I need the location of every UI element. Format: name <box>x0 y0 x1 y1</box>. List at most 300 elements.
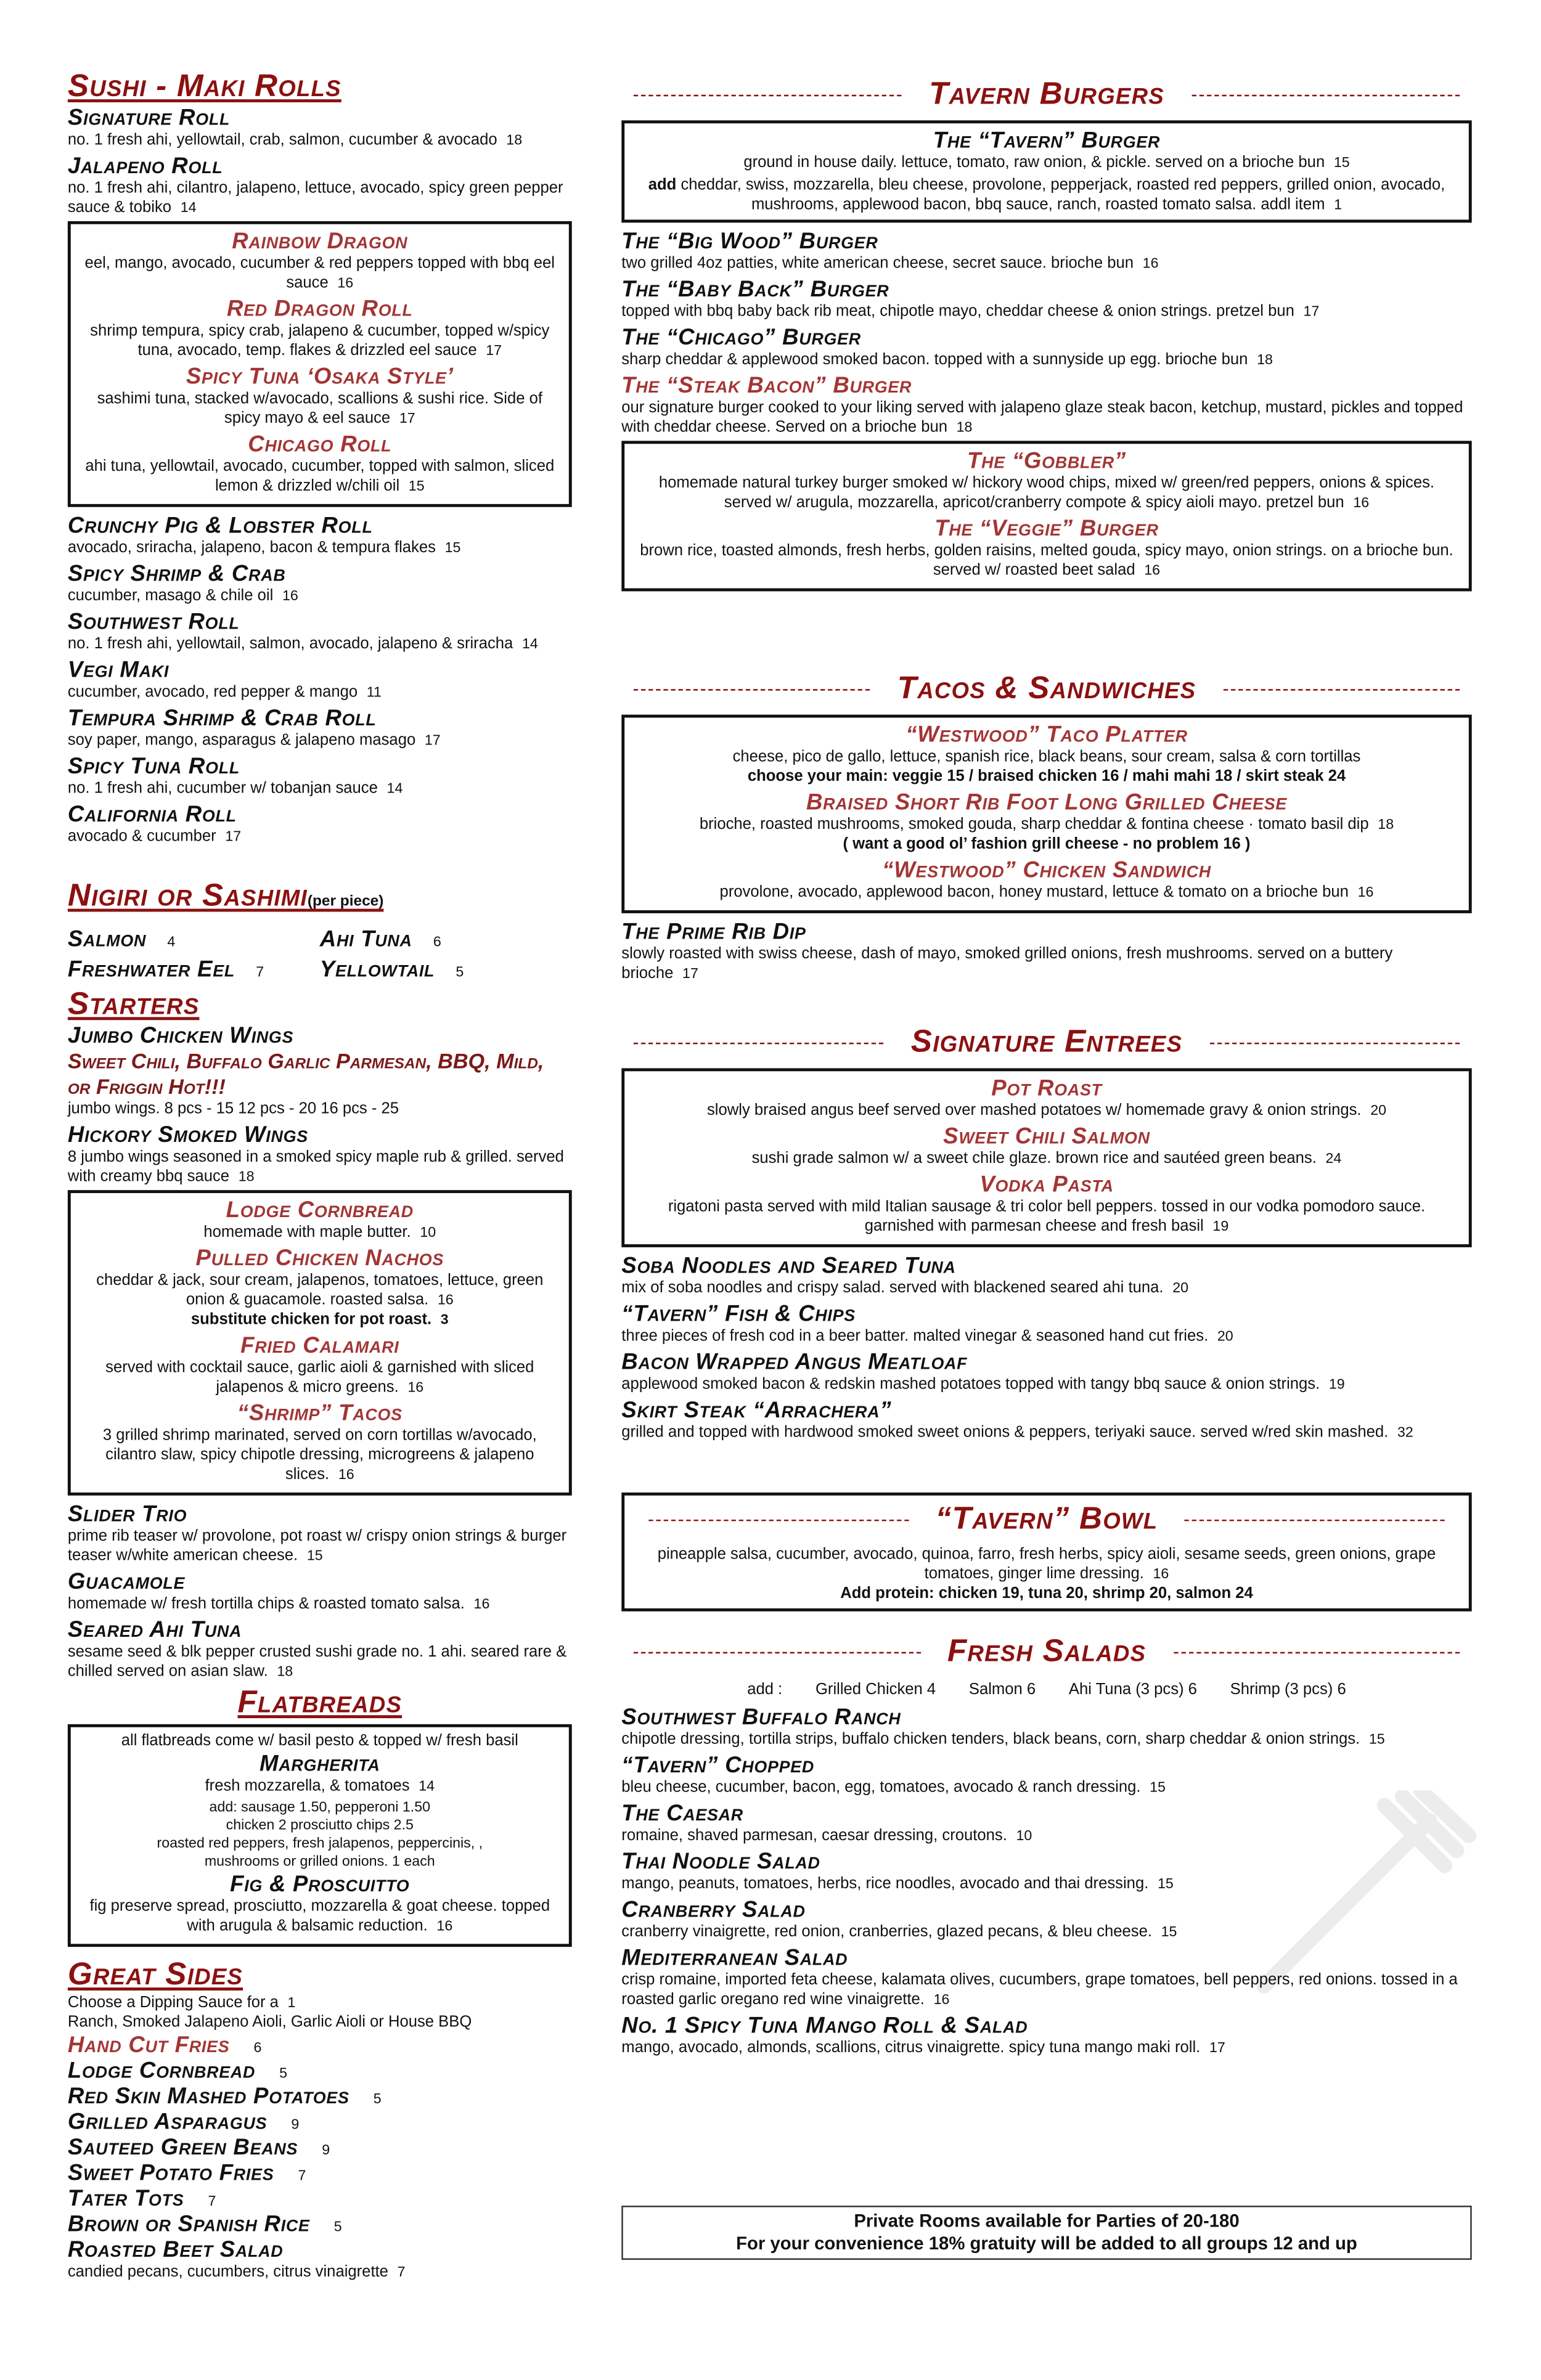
item-name: Sweet Chili Salmon <box>943 1123 1150 1150</box>
item-description <box>83 1897 557 1936</box>
item-description-text: brioche, roasted mushrooms, smoked gouda, sharp cheddar & fontina cheese · tomato basil dip <box>699 815 1369 834</box>
item-price: 17 <box>1303 304 1320 321</box>
item-name: Southwest Roll <box>67 609 240 635</box>
item-description-text: romaine, shaved parmesan, caesar dressing, croutons. <box>621 1826 1007 1845</box>
item-description-text: sashimi tuna, stacked w/avocado, scallions & sushi rice. Side of spicy mayo & eel sauce <box>97 389 543 428</box>
item-description <box>68 1643 572 1682</box>
item-description <box>313 2141 330 2161</box>
menu-item-southwest-roll <box>68 609 572 654</box>
item-price: 7 <box>397 2264 406 2281</box>
note <box>83 1732 557 1751</box>
menu-section <box>621 1023 1471 1490</box>
menu-item-westwood-chicken-sandwich <box>637 858 1457 903</box>
item-description <box>621 399 1471 438</box>
note <box>637 176 1457 215</box>
item-description-text: no. 1 fresh ahi, yellowtail, salmon, avocado, jalapeno & sriracha <box>67 635 513 653</box>
item-price: 24 <box>1325 1151 1342 1168</box>
menu-item-spicy-tuna-roll <box>68 754 572 799</box>
featured-box <box>621 1068 1471 1247</box>
item-description <box>199 2192 216 2212</box>
item-price: 16 <box>1357 884 1374 902</box>
item-description-text: mango, peanuts, tomatoes, herbs, rice noodles, avocado and thai dressing. <box>621 1874 1149 1893</box>
item-description <box>637 748 1457 767</box>
item-name: Guacamole <box>67 1569 186 1595</box>
divider-dashes <box>1173 1651 1460 1652</box>
menu-item-bacon-wrapped-angus-meatloaf <box>621 1350 1471 1395</box>
item-name: Mediterranean Salad <box>621 1945 848 1971</box>
item-name: No. 1 Spicy Tuna Mango Roll & Salad <box>621 2013 1028 2039</box>
item-description-text: shrimp tempura, spicy crab, jalapeno & cucumber, topped w/spicy tuna, avocado, temp. flakes & drizzled eel sauce <box>90 322 550 360</box>
item-price: 20 <box>1172 1280 1189 1297</box>
section-suffix: (per piece) <box>307 894 384 911</box>
menu-item-tater-tots <box>68 2186 572 2212</box>
item-extra <box>637 767 1457 787</box>
item-description <box>68 683 572 703</box>
featured-box <box>621 1493 1471 1612</box>
divider-dashes <box>634 1651 920 1652</box>
divider-dashes <box>1223 688 1460 690</box>
section-title: Tavern Burgers <box>929 76 1164 112</box>
item-price: 10 <box>1016 1828 1032 1845</box>
item-name: “Tavern” Chopped <box>621 1753 815 1779</box>
item-price: 7 <box>256 964 264 981</box>
section-title: Fresh Salads <box>947 1634 1147 1669</box>
item-price: 14 <box>419 1778 435 1795</box>
menu-item-mediterranean-salad <box>621 1946 1471 2010</box>
menu-section <box>68 1957 572 2282</box>
item-extra-text: ( want a good ol’ fashion grill cheese - no problem 16 ) <box>843 834 1251 854</box>
item-price: 15 <box>1150 1780 1166 1797</box>
note-price: 16 <box>1153 1566 1169 1583</box>
menu-item-the-tavern-burger <box>637 128 1457 173</box>
item-name: Hickory Smoked Wings <box>67 1122 308 1148</box>
item-description-text: no. 1 fresh ahi, yellowtail, crab, salmon, cucumber & avocado <box>67 131 497 149</box>
menu-item-lodge-cornbread <box>83 1197 557 1242</box>
item-description <box>637 1101 1457 1121</box>
section-title: Nigiri or Sashimi <box>67 878 308 913</box>
item-price: 6 <box>253 2040 262 2057</box>
menu-section <box>68 879 572 987</box>
item-name: Red Dragon Roll <box>226 296 413 322</box>
menu-item-grilled-asparagus <box>68 2109 572 2135</box>
featured-box <box>621 441 1471 591</box>
item-description-text: avocado, sriracha, jalapeno, bacon & tempura flakes <box>67 539 436 557</box>
item-name: Freshwater Eel <box>67 956 235 983</box>
item-name: The “Big Wood” Burger <box>621 229 878 255</box>
item-price: 32 <box>1397 1425 1413 1441</box>
item-description <box>621 1827 1471 1846</box>
item-price: 15 <box>1333 155 1350 172</box>
item-name: Margherita <box>260 1751 380 1777</box>
item-price: 16 <box>282 588 298 605</box>
item-description-text: jumbo wings. 8 pcs - 15 12 pcs - 20 16 pcs - 25 <box>67 1099 399 1118</box>
note-text: roasted red peppers, fresh jalapenos, peppercinis, , <box>157 1835 483 1852</box>
private-rooms-notice <box>621 2206 1471 2260</box>
item-description-text: fresh mozzarella, & tomatoes <box>205 1777 410 1795</box>
featured-box <box>68 221 572 507</box>
menu-section <box>621 1493 1471 1632</box>
item-price: 18 <box>956 420 973 437</box>
add-on-option: Shrimp (3 pcs) 6 <box>1230 1681 1346 1699</box>
menu-item-tempura-shrimp-crab-roll <box>68 706 572 751</box>
item-price: 14 <box>521 636 538 653</box>
item-name: Roasted Beet Salad <box>67 2237 284 2263</box>
item-name: Lodge Cornbread <box>226 1197 414 1223</box>
notice-line: For your convenience 18% gratuity will be added to all groups 12 and up <box>736 2233 1357 2254</box>
menu-item-fig-proscuitto <box>83 1872 557 1936</box>
item-description <box>637 153 1457 173</box>
item-name: California Roll <box>67 802 237 828</box>
item-description <box>68 539 572 558</box>
item-name: The “Chicago” Burger <box>621 325 861 351</box>
menu-item-the-caesar <box>621 1801 1471 1846</box>
item-description <box>621 1923 1471 1942</box>
menu-item-chicago-roll <box>83 432 557 497</box>
item-description-text: no. 1 fresh ahi, cucumber w/ tobanjan sauce <box>67 779 378 797</box>
item-name: Braised Short Rib Foot Long Grilled Cheese <box>806 789 1288 816</box>
item-description-text: homemade natural turkey burger smoked w/ hickory wood chips, mixed w/ green/red peppers, onions & spices. served w/ arugula, mozzarella, apricot/cranberry compote & spicy aioli mayo. pretzel bun <box>658 474 1435 512</box>
menu-item-lodge-cornbread <box>68 2058 572 2084</box>
item-price: 6 <box>433 934 441 951</box>
item-name: Sweet Potato Fries <box>67 2160 274 2186</box>
item-price: 17 <box>424 732 441 749</box>
menu-item-fried-calamari <box>83 1333 557 1398</box>
item-price: 15 <box>444 540 461 557</box>
item-name: Tater Tots <box>67 2186 184 2212</box>
menu-item-seared-ahi-tuna <box>68 1618 572 1682</box>
item-price: 15 <box>1157 1876 1174 1893</box>
section-title: Tacos & Sandwiches <box>897 670 1196 706</box>
item-name: The “Tavern” Burger <box>933 128 1161 154</box>
section-heading <box>68 987 572 1024</box>
item-description <box>83 1359 557 1398</box>
item-description <box>68 1100 572 1120</box>
menu-item-soba-noodles-and-seared-tuna <box>621 1253 1471 1298</box>
note <box>68 2013 572 2033</box>
item-description <box>621 1875 1471 1894</box>
item-description <box>621 1327 1471 1347</box>
add-on-option: Ahi Tuna (3 pcs) 6 <box>1068 1681 1197 1699</box>
item-price: 5 <box>373 2091 382 2108</box>
item-name: Chicago Roll <box>248 431 392 458</box>
item-price: 18 <box>277 1664 293 1681</box>
item-name: Yellowtail <box>319 956 435 983</box>
item-name: Ahi Tuna <box>319 926 412 953</box>
menu-item-guacamole <box>68 1569 572 1614</box>
item-description-text: cucumber, masago & chile oil <box>67 587 274 605</box>
item-description-text: 8 jumbo wings seasoned in a smoked spicy maple rub & grilled. served with creamy bbq sauce <box>67 1147 564 1186</box>
item-description-text: ahi tuna, yellowtail, avocado, cucumber, topped with salmon, sliced lemon & drizzled w/chili oil <box>85 457 555 495</box>
item-name: Red Skin Mashed Potatoes <box>67 2084 349 2109</box>
menu-item-signature-roll <box>68 105 572 150</box>
menu-item-the-baby-back-burger <box>621 277 1471 322</box>
menu-item-freshwater-eel <box>68 957 320 984</box>
menu-item-spicy-tuna-osaka-style <box>83 364 557 429</box>
item-description-text: no. 1 fresh ahi, cilantro, jalapeno, lettuce, avocado, spicy green pepper sauce & tobiko <box>67 179 563 217</box>
menu-item-tavern-fish-chips <box>621 1302 1471 1347</box>
item-name: Pot Roast <box>991 1075 1102 1102</box>
item-price: 5 <box>279 2066 288 2082</box>
item-price: 20 <box>1370 1102 1387 1120</box>
item-price: 19 <box>1212 1218 1229 1236</box>
item-description-text: our signature burger cooked to your liking served with jalapeno glaze steak bacon, ketchup, mustard, pickles and topped with cheddar cheese. Served on a brioche bun <box>621 398 1463 437</box>
item-price: 14 <box>386 781 403 797</box>
note <box>83 1836 557 1854</box>
menu-section <box>621 2206 1471 2260</box>
item-name: Slider Trio <box>67 1501 187 1528</box>
item-name: Fried Calamari <box>240 1333 399 1359</box>
item-name: “Tavern” Fish & Chips <box>621 1301 856 1327</box>
item-name: “Westwood” Taco Platter <box>905 722 1188 748</box>
section-title: Sushi - Maki Rolls <box>67 69 341 104</box>
item-description-text: 3 grilled shrimp marinated, served on corn tortillas w/avocado, cilantro slaw, spicy chipotle dressing, microgreens & jalapeno slices. <box>102 1426 537 1484</box>
menu-item-slider-trio <box>68 1502 572 1567</box>
item-description-text: ground in house daily. lettuce, tomato, raw onion, & pickle. served on a brioche bun <box>743 153 1325 172</box>
item-name: The “Gobbler” <box>967 448 1126 475</box>
menu-item-the-veggie-burger <box>637 516 1457 581</box>
item-description <box>621 1279 1471 1298</box>
section-heading <box>621 1632 1471 1671</box>
item-price: 17 <box>1209 2040 1225 2057</box>
menu-item-jumbo-chicken-wings <box>68 1023 572 1119</box>
item-name: Southwest Buffalo Ranch <box>621 1705 901 1730</box>
menu-item-shrimp-tacos <box>83 1401 557 1485</box>
item-description <box>68 828 572 847</box>
item-description <box>68 1595 572 1615</box>
item-price: 15 <box>306 1548 323 1565</box>
menu-item-california-roll <box>68 802 572 847</box>
menu-item-tavern-chopped <box>621 1753 1471 1798</box>
note <box>83 1854 557 1872</box>
section-heading <box>68 69 572 105</box>
item-price: 15 <box>1368 1732 1385 1748</box>
item-price: 18 <box>506 132 523 149</box>
note-text: mushrooms or grilled onions. 1 each <box>204 1853 435 1870</box>
item-name: Sauteed Green Beans <box>67 2135 298 2161</box>
item-description-text: fig preserve spread, prosciutto, mozzarella & goat cheese. topped with arugula & balsamic reduction. <box>89 1897 550 1935</box>
item-name: Signature Roll <box>67 105 231 131</box>
item-description-text: cranberry vinaigrette, red onion, cranberries, glazed pecans, & bleu cheese. <box>621 1923 1153 1941</box>
menu-item-margherita <box>83 1751 557 1796</box>
item-name: Fig & Proscuitto <box>230 1872 410 1897</box>
item-name: The “Steak Bacon” Burger <box>621 373 912 399</box>
menu-item-jalapeno-roll <box>68 153 572 218</box>
menu-item-yellowtail <box>320 957 572 984</box>
menu-item-sauteed-green-beans <box>68 2135 572 2161</box>
item-sauce-options: Sweet Chili, Buffalo Garlic Parmesan, BBQ, Mild, or Friggin Hot!!! <box>67 1048 544 1099</box>
item-description-text: topped with bbq baby back rib meat, chipotle mayo, cheddar cheese & onion strings. pretzel bun <box>621 302 1294 321</box>
item-description <box>637 1149 1457 1169</box>
item-name: Vegi Maki <box>67 657 170 683</box>
item-price: 9 <box>322 2142 330 2159</box>
item-description <box>83 255 557 293</box>
item-description <box>621 1375 1471 1395</box>
item-price: 16 <box>337 275 354 292</box>
item-price: 7 <box>208 2193 216 2211</box>
note <box>83 1799 557 1817</box>
item-name: “Westwood” Chicken Sandwich <box>882 857 1211 884</box>
section-heading <box>68 1685 572 1721</box>
featured-box <box>68 1190 572 1496</box>
menu-item-red-skin-mashed-potatoes <box>68 2084 572 2109</box>
item-name: Skirt Steak “Arrachera” <box>621 1398 892 1424</box>
section-title: Great Sides <box>67 1957 243 1992</box>
item-description <box>621 1779 1471 1798</box>
item-description <box>621 255 1471 274</box>
item-price: 5 <box>333 2219 342 2236</box>
item-description-text: homemade with maple butter. <box>203 1223 411 1242</box>
item-description-text: candied pecans, cucumbers, citrus vinaigrette <box>67 2262 388 2281</box>
divider-dashes <box>634 1042 884 1043</box>
item-description-text: served with cocktail sauce, garlic aioli & garnished with sliced jalapenos & micro greens. <box>105 1358 534 1396</box>
item-name: Vodka Pasta <box>979 1172 1114 1198</box>
section-heading <box>68 1957 572 1994</box>
item-price: 18 <box>1378 817 1394 834</box>
item-description-text: sharp cheddar & applewood smoked bacon. topped with a sunnyside up egg. brioche bun <box>621 350 1248 369</box>
menu-item-the-prime-rib-dip <box>621 919 1471 984</box>
item-price: 10 <box>420 1225 436 1242</box>
item-description <box>68 2263 572 2283</box>
item-price: 16 <box>407 1379 424 1396</box>
item-price: 18 <box>1257 352 1273 369</box>
item-description <box>68 1148 572 1187</box>
item-description-text: prime rib teaser w/ provolone, pot roast w/ crispy onion strings & burger teaser w/white american cheese. <box>67 1527 567 1565</box>
item-price: 5 <box>456 964 464 981</box>
item-description <box>621 303 1471 322</box>
item-price: 15 <box>408 478 425 495</box>
item-description <box>83 1223 557 1243</box>
menu-item-the-steak-bacon-burger <box>621 373 1471 438</box>
item-name: Lodge Cornbread <box>67 2058 256 2084</box>
item-description <box>83 1426 557 1485</box>
item-description-text: cucumber, avocado, red pepper & mango <box>67 683 358 701</box>
item-description <box>325 2218 342 2238</box>
item-price: 16 <box>1353 495 1370 512</box>
item-description <box>83 1271 557 1310</box>
item-description <box>83 322 557 361</box>
item-name: Salmon <box>67 926 147 953</box>
right-column <box>621 75 1471 2260</box>
menu-section <box>621 75 1471 669</box>
add-on-option: add : <box>747 1681 783 1699</box>
item-description <box>68 780 572 799</box>
item-name: The Prime Rib Dip <box>621 919 806 945</box>
menu-item-spicy-shrimp-crab <box>68 561 572 606</box>
menu-section <box>621 1632 1471 2199</box>
note-text: add: sausage 1.50, pepperoni 1.50 <box>209 1799 431 1816</box>
section-heading <box>68 879 572 921</box>
item-description <box>621 1971 1471 2010</box>
item-name: Pulled Chicken Nachos <box>195 1245 444 1271</box>
item-price: 17 <box>486 343 502 360</box>
divider-dashes <box>1185 1519 1444 1520</box>
item-description-text: three pieces of fresh cod in a beer batter. malted vinegar & seasoned hand cut fries. <box>621 1327 1209 1345</box>
item-name: Grilled Asparagus <box>67 2109 268 2135</box>
item-price: 17 <box>399 410 415 428</box>
note-price: 1 <box>1334 197 1343 214</box>
note-text: Ranch, Smoked Jalapeno Aioli, Garlic Aioli or House BBQ <box>67 2013 472 2031</box>
item-description <box>245 2039 262 2058</box>
item-price: 17 <box>682 966 698 983</box>
item-description <box>621 351 1471 370</box>
note-text: Choose a Dipping Sauce for a <box>67 1993 279 2012</box>
item-price: 7 <box>298 2168 306 2185</box>
item-name: Hand Cut Fries <box>67 2032 230 2058</box>
item-extra <box>637 835 1457 855</box>
item-name: Rainbow Dragon <box>232 229 408 255</box>
note-text: Add protein: chicken 19, tuna 20, shrimp 20, salmon 24 <box>840 1584 1253 1603</box>
item-price: 19 <box>1328 1376 1345 1393</box>
item-name: The Caesar <box>621 1801 743 1827</box>
item-description <box>282 2116 300 2135</box>
item-description-text: mix of soba noodles and crispy salad. served with blackened seared ahi tuna. <box>621 1279 1164 1297</box>
item-description <box>364 2090 382 2109</box>
item-name: Jalapeno Roll <box>67 153 223 179</box>
item-price: 16 <box>933 1992 950 2009</box>
section-title: “Tavern” Bowl <box>935 1501 1158 1536</box>
divider-dashes <box>1209 1042 1460 1043</box>
note <box>83 1817 557 1835</box>
menu-item-braised-short-rib-foot-long-grilled-cheese <box>637 790 1457 855</box>
menu-item-the-chicago-burger <box>621 325 1471 370</box>
item-price: 4 <box>167 934 176 951</box>
menu-item-pot-roast <box>637 1076 1457 1121</box>
section-title: Flatbreads <box>237 1685 403 1720</box>
item-name: Jumbo Chicken Wings <box>67 1023 294 1049</box>
item-price: 11 <box>366 684 382 701</box>
item-extra <box>83 1310 557 1330</box>
item-name: Seared Ahi Tuna <box>67 1617 242 1644</box>
add-on-option: Salmon 6 <box>968 1681 1036 1699</box>
menu-section <box>621 669 1471 1023</box>
note-text: chicken 2 prosciutto chips 2.5 <box>226 1817 414 1835</box>
item-description <box>68 1527 572 1566</box>
menu-item-red-dragon-roll <box>83 296 557 361</box>
item-price: 20 <box>1217 1328 1233 1345</box>
item-description <box>637 815 1457 835</box>
item-extra-text: choose your main: veggie 15 / braised chicken 16 / mahi mahi 18 / skirt steak 24 <box>747 767 1346 786</box>
item-description-text: applewood smoked bacon & redskin mashed potatoes topped with tangy bbq sauce & onion strings. <box>621 1375 1320 1393</box>
section-title: Starters <box>67 987 200 1022</box>
menu-item-the-gobbler <box>637 449 1457 513</box>
menu-section <box>68 987 572 1682</box>
divider-dashes <box>648 1519 908 1520</box>
item-name: Thai Noodle Salad <box>621 1849 820 1875</box>
item-description <box>621 2039 1471 2058</box>
item-name: Bacon Wrapped Angus Meatloaf <box>621 1349 968 1375</box>
item-price: 16 <box>473 1596 490 1613</box>
item-description <box>68 635 572 654</box>
section-title: Signature Entrees <box>910 1024 1183 1059</box>
menu-item-hickory-smoked-wings <box>68 1122 572 1187</box>
menu-item-brown-or-spanish-rice <box>68 2212 572 2238</box>
menu-item-crunchy-pig-lobster-roll <box>68 513 572 558</box>
note <box>637 1584 1457 1604</box>
item-description <box>621 1730 1471 1750</box>
item-price: 16 <box>1142 256 1159 272</box>
item-description <box>637 542 1457 581</box>
menu-item-rainbow-dragon <box>83 229 557 293</box>
item-description <box>83 1777 557 1796</box>
item-description <box>621 945 1471 984</box>
note <box>68 1994 572 2013</box>
featured-box <box>68 1724 572 1947</box>
item-description-text: slowly braised angus beef served over mashed potatoes w/ homemade gravy & onion strings. <box>706 1101 1362 1120</box>
item-description <box>271 2064 288 2084</box>
featured-box <box>621 715 1471 913</box>
menu-item-southwest-buffalo-ranch <box>621 1705 1471 1750</box>
note <box>637 1545 1457 1584</box>
